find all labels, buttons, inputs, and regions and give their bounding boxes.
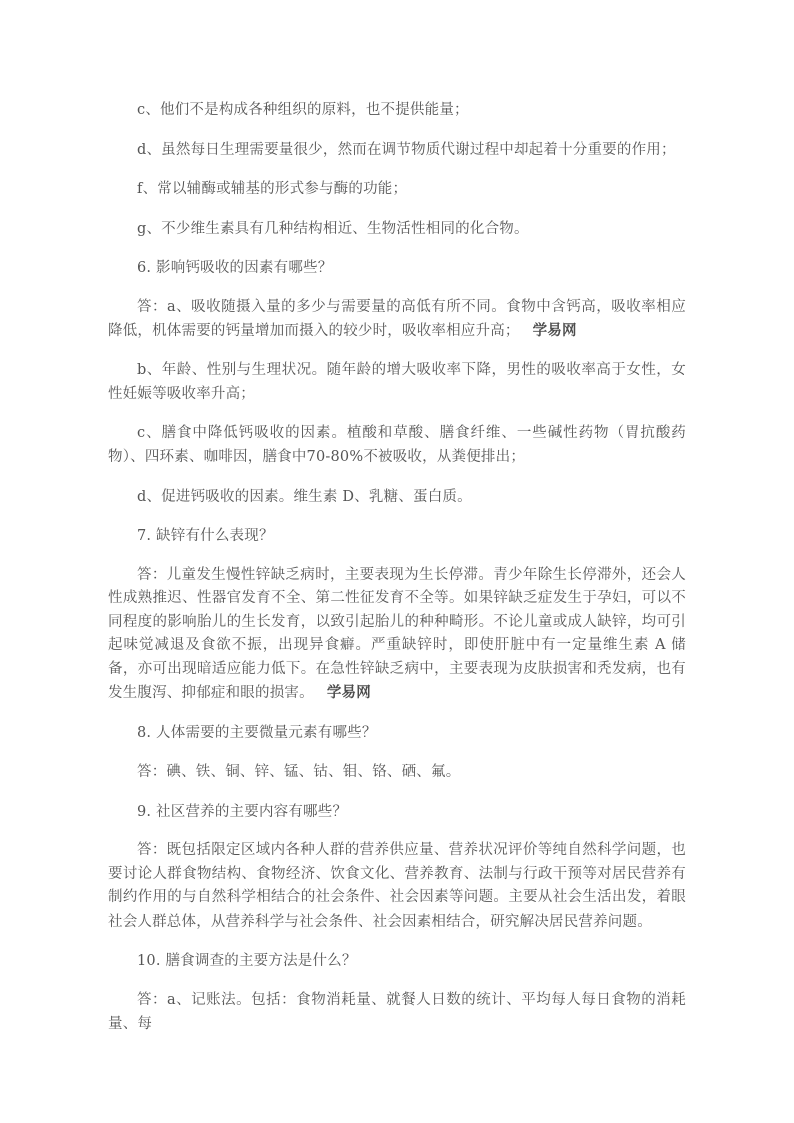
answer-8	[108, 760, 686, 785]
paragraph-text: 8. 人体需要的主要微量元素有哪些？	[137, 724, 377, 741]
paragraph-text: 答：碘、铁、铜、锌、锰、钴、钼、铬、硒、氟。	[137, 764, 461, 780]
answer-6-item-a	[108, 296, 686, 344]
answer-6-item-b	[108, 359, 686, 407]
paragraph-text: c、他们不是构成各种组织的原料，也不提供能量；	[137, 102, 469, 118]
question-8	[108, 721, 686, 746]
answer-9	[108, 839, 686, 934]
list-item-g	[108, 217, 686, 242]
answer-6-item-c	[108, 422, 686, 470]
paragraph-text: 答：既包括限定区域内各种人群的营养供应量、营养状况评价等纯自然科学问题，也要讨论人群食物结构、食物经济、饮食文化、营养教育、法制与行政干预等对居民营养有制约作用的与自然科学相结合的社会条件、社会因素等问题。主要从社会生活出发，着眼社会人群总体，从营养科学与社会条件、社会因素相结合，研究解决居民营养问题。	[108, 842, 686, 930]
paragraph-text: f、常以辅酶或辅基的形式参与酶的功能；	[137, 181, 408, 197]
answer-7	[108, 564, 686, 706]
paragraph-text: 答：a、记账法。包括：食物消耗量、就餐人日数的统计、平均每人每日食物的消耗量、每	[108, 991, 686, 1032]
question-7	[108, 524, 686, 549]
paragraph-text: 9. 社区营养的主要内容有哪些？	[137, 803, 348, 820]
paragraph-text: g、不少维生素具有几种结构相近、生物活性相同的化合物。	[137, 220, 529, 237]
paragraph-text: c、膳食中降低钙吸收的因素。植酸和草酸、膳食纤维、一些碱性药物（胃抗酸药物）、四环素、咖啡因，膳食中70-80%不被吸收，从粪便排出；	[108, 424, 686, 465]
question-10	[108, 949, 686, 974]
answer-10-item-a	[108, 989, 686, 1037]
list-item-c	[108, 98, 686, 123]
list-item-f	[108, 177, 686, 202]
paragraph-text: 6. 影响钙吸收的因素有哪些？	[137, 260, 333, 276]
paragraph-text: 答：a、吸收随摄入量的多少与需要量的高低有所不同。食物中含钙高，吸收率相应降低，机体需要的钙量增加而摄入的较少时，吸收率相应升高；	[108, 298, 686, 339]
question-6	[108, 256, 686, 281]
paragraph-text: 7. 缺锌有什么表现？	[137, 528, 274, 544]
paragraph-text: 答：儿童发生慢性锌缺乏病时，主要表现为生长停滞。青少年除生长停滞外，还会人性成熟推迟、性器官发育不全、第二性征发育不全等。如果锌缺乏症发生于孕妇，可以不同程度的影响胎儿的生长发育，以致引起胎儿的种种畸形。不论儿童或成人缺锌，均可引起味觉减退及食欲不振，出现异食癖。严重缺锌时，即使肝脏中有一定量维生素 A 储备，亦可出现暗适应能力低下。在急性锌缺乏病中，主要表现为皮肤损害和秃发病，也有发生腹泻、抑郁症和眼的损害。	[108, 566, 686, 701]
list-item-d	[108, 138, 686, 163]
document-body-text	[108, 98, 686, 1037]
paragraph-text: b、年龄、性别与生理状况。随年龄的增大吸收率下降，男性的吸收率高于女性，女性妊娠等吸收率升高；	[108, 361, 686, 402]
paragraph-text: 10. 膳食调查的主要方法是什么？	[137, 953, 357, 969]
question-9	[108, 800, 686, 825]
paragraph-text: d、促进钙吸收的因素。维生素 D、乳糖、蛋白质。	[137, 488, 472, 505]
paragraph-text: d、虽然每日生理需要量很少，然而在调节物质代谢过程中却起着十分重要的作用；	[137, 141, 676, 158]
answer-6-item-d	[108, 485, 686, 510]
watermark-xueyiwang: 学易网	[326, 684, 371, 701]
watermark-xueyiwang: 学易网	[532, 322, 577, 339]
